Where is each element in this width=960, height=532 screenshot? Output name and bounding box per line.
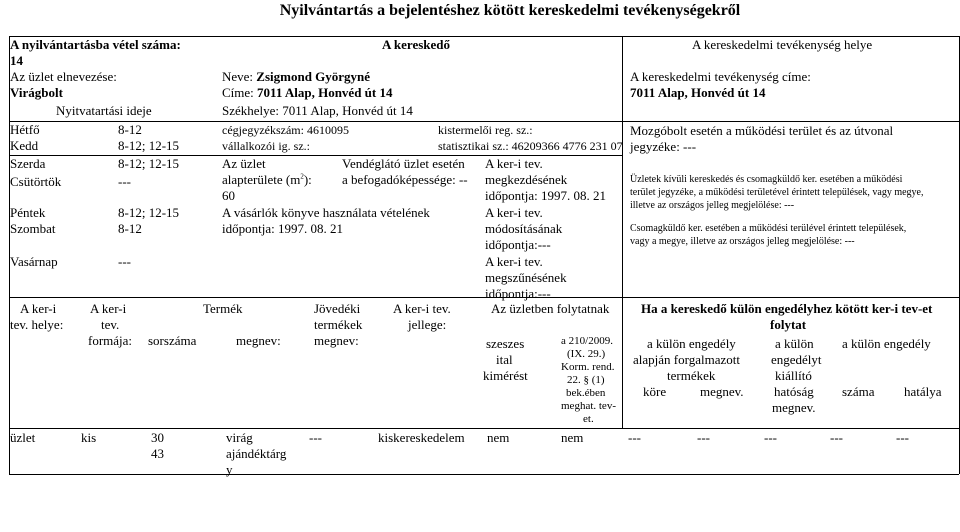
permit-circle-header: köre [643,384,667,399]
product-serial: 30 [151,430,164,445]
registration-label: A nyilvántartásba vétel száma: [10,37,181,52]
address-label: Címe: [222,85,254,100]
excise-header: megnev: [314,333,359,348]
merchant-name [222,70,370,85]
product-name: ajándéktárg [226,446,287,461]
permit-number-header: száma [842,384,875,399]
grid-line [9,428,959,429]
day-hours: 8-12; 12-15 [118,156,180,171]
row-place: üzlet [10,430,36,445]
row-permit-validity: --- [896,430,909,445]
area-text: alapterülete (m [222,172,301,187]
special-permit-header: Ha a kereskedő külön engedélyhez kötött ker-i tev-et [641,301,933,316]
company-registry: cégjegyzékszám: 4610095 [222,123,349,137]
activity-form-header: formája: [88,333,133,348]
in-shop-header: Az üzletben folytatnak [491,301,610,316]
row-permit-number: --- [830,430,843,445]
day-hours: 8-12; 12-15 [118,205,180,220]
area-superscript: 2 [300,172,304,181]
decree-ref-header: 22. § (1) [567,374,605,386]
merchant-address [222,86,392,101]
product-name: y [226,462,233,477]
catering-capacity: a befogadóképessége: -- [342,172,468,187]
location-address: 7011 Alap, Honvéd út 14 [630,85,766,100]
grid-line [9,121,959,122]
activity-form-header: tev. [101,317,120,332]
issuer-header: megnev. [772,400,816,415]
complaint-book-date: időpontja: 1997. 08. 21 [222,221,343,236]
location-header: A kereskedelmi tevékenység helye [692,37,873,52]
complaint-book-label: A vásárlók könyve használata vételének [222,205,430,220]
registered-seat: Székhelye: 7011 Alap, Honvéd út 14 [222,103,413,118]
decree-ref-header: meghat. tev- [561,400,616,412]
opening-hours-label: Nyitvatartási ideje [56,103,152,118]
termination-date: időpontja:--- [485,286,551,301]
entrepreneur-reg: vállalkozói ig. sz.: [222,139,310,153]
permit-products-header: a külön engedély [647,336,736,351]
decree-ref-header: bek.ében [566,387,606,399]
outside-shop-note: terület jegyzéke, a működési területével érintett települések, vagy megye, [630,187,924,198]
day-hours: 8-12 [118,221,142,236]
termination-label: megszűnésének [485,270,567,285]
activity-place-header: A ker-i [20,301,57,316]
permit-header: a külön engedély [842,336,931,351]
name-label: Neve: [222,69,254,84]
day-hours: --- [118,254,131,269]
day-name: Hétfő [10,122,40,137]
product-name-header: megnev: [236,333,281,348]
outside-shop-note: Üzletek kívüli kereskedés és csomagküldő ker. esetében a működési [630,174,903,185]
product-header: Termék [203,301,243,316]
grid-line [9,297,959,298]
activity-place-header: tev. helye: [10,317,64,332]
mobile-shop-note: jegyzéke: --- [630,139,697,154]
statistical-number: statisztikai sz.: 46209366 4776 231 07 [438,139,623,153]
shop-name-label: Az üzlet elnevezése: [10,69,117,84]
grid-line [9,474,959,475]
start-label: megkezdésének [485,172,568,187]
permit-products-header: termékek [667,368,716,383]
day-name: Vasárnap [10,254,58,269]
registration-number: 14 [10,53,23,68]
row-decree-ref: nem [561,430,584,445]
small-producer-reg: kistermelői reg. sz.: [438,123,533,137]
day-hours: --- [118,174,131,189]
product-name: virág [226,430,253,445]
mail-order-note: vagy a megye, illetve az országos jelleg megjelölése: --- [630,236,855,247]
decree-ref-header: Korm. rend. [561,361,615,373]
issuer-header: hatóság [774,384,814,399]
modification-date: időpontja:--- [485,237,551,252]
decree-ref-header: (IX. 29.) [567,348,606,360]
permit-validity-header: hatálya [904,384,942,399]
location-address-label: A kereskedelmi tevékenység címe: [630,69,811,84]
day-name: Szombat [10,221,56,236]
permit-name-header: megnev. [700,384,744,399]
day-name: Kedd [10,138,39,153]
modification-label: A ker-i tev. [485,205,543,220]
excise-header: termékek [314,317,363,332]
product-serial-header: sorszáma [148,333,197,348]
shop-area-value: 60 [222,188,235,203]
alcohol-header: szeszes [486,336,525,351]
row-excise: --- [309,430,322,445]
mail-order-note: Csomagküldő ker. esetében a működési terülével érintett települések, [630,223,907,234]
issuer-header: engedélyt [771,352,822,367]
day-hours: 8-12; 12-15 [118,138,180,153]
activity-nature-header: A ker-i tev. [393,301,451,316]
termination-label: A ker-i tev. [485,254,543,269]
issuer-header: kiállító [775,368,812,383]
shop-name: Virágbolt [10,85,63,100]
row-permit-name: --- [697,430,710,445]
shop-area-label: Az üzlet [222,156,266,171]
alcohol-header: ital [496,352,513,367]
page-title: Nyilvántartás a bejelentéshez kötött kereskedelmi tevékenységekről [279,2,741,19]
day-name: Csütörtök [10,174,62,189]
decree-ref-header: a 210/2009. [561,335,613,347]
row-form: kis [81,430,97,445]
row-issuer: --- [764,430,777,445]
shop-area-label [222,173,312,188]
issuer-header: a külön [775,336,814,351]
row-nature: kiskereskedelem [378,430,465,445]
decree-ref-header: et. [583,413,594,425]
start-date: időpontja: 1997. 08. 21 [485,188,606,203]
name-value: Zsigmond Györgyné [256,69,371,84]
excise-header: Jövedéki [314,301,361,316]
outside-shop-note: illetve az országos jelleg megjelölése: --- [630,200,795,211]
permit-products-header: alapján forgalmazott [633,352,740,367]
merchant-header: A kereskedő [382,37,451,52]
modification-label: módosításának [485,221,563,236]
grid-line [622,36,623,428]
day-name: Péntek [10,205,46,220]
activity-form-header: A ker-i [90,301,127,316]
address-value: 7011 Alap, Honvéd út 14 [257,85,393,100]
area-text: ): [303,172,312,187]
day-hours: 8-12 [118,122,142,137]
activity-nature-header: jellege: [408,317,447,332]
row-permit-circle: --- [628,430,641,445]
row-alcohol: nem [487,430,510,445]
alcohol-header: kimérést [483,368,528,383]
special-permit-header: folytat [770,317,807,332]
catering-label: Vendéglátó üzlet esetén [342,156,465,171]
mobile-shop-note: Mozgóbolt esetén a működési terület és az útvonal [630,123,894,138]
day-name: Szerda [10,156,46,171]
product-serial: 43 [151,446,164,461]
start-label: A ker-i tev. [485,156,543,171]
